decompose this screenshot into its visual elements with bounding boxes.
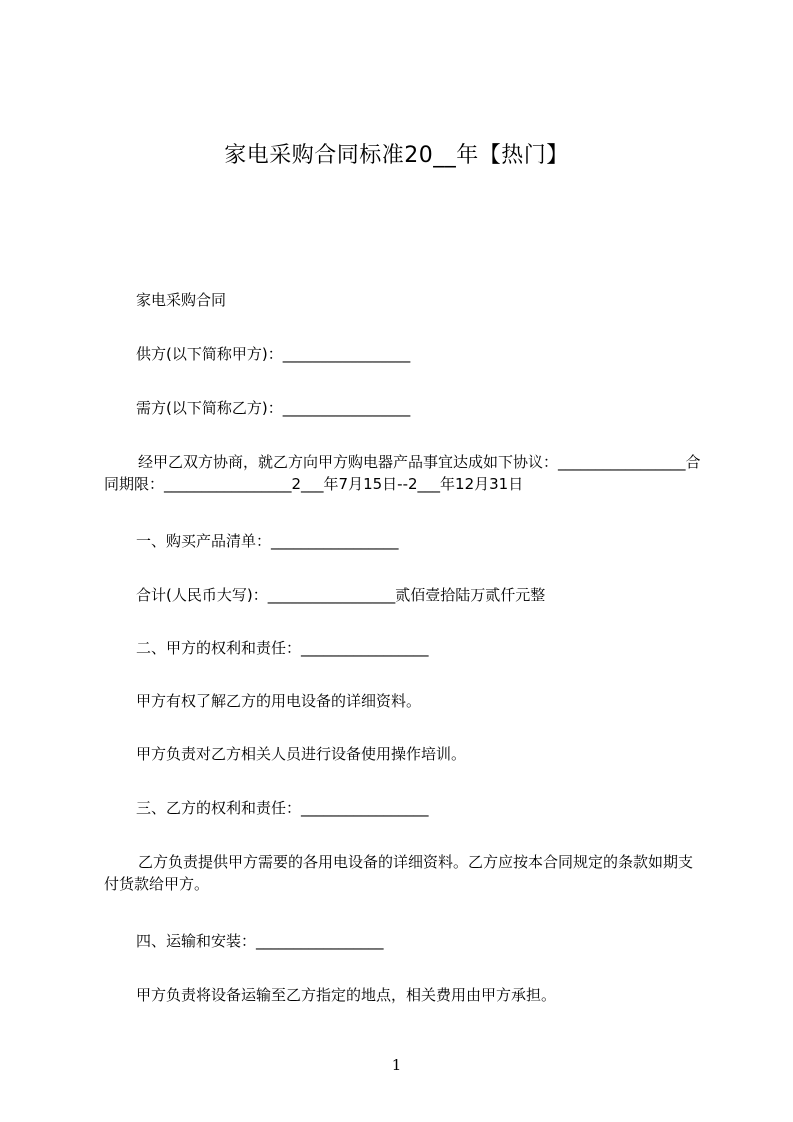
section-heading-party-b-rights: 三、乙方的权利和责任：_________________ [136,799,429,817]
paragraph-party-a-right-2: 甲方负责对乙方相关人员进行设备使用操作培训。 [136,745,467,763]
section-heading-transport: 四、运输和安装：_________________ [136,932,384,950]
paragraph-agreement-term: 经甲乙双方协商，就乙方向甲方购电器产品事宜达成如下协议：_________________合同期限：_________________2___年7月15日--2___年12月31日 [104,453,701,493]
paragraph-party-b-duty: 乙方负责提供甲方需要的各用电设备的详细资料。乙方应按本合同规定的条款如期支付货款给甲方。 [104,853,694,893]
section-heading-party-a-rights: 二、甲方的权利和责任：_________________ [136,639,429,657]
section-heading-product-list: 一、购买产品清单：_________________ [136,532,399,550]
page-number: 1 [391,1056,402,1074]
paragraph-supplier: 供方(以下简称甲方)：_________________ [136,345,411,363]
paragraph-transport-duty: 甲方负责将设备运输至乙方指定的地点，相关费用由甲方承担。 [136,986,557,1004]
paragraph-total-amount: 合计(人民币大写)：_________________贰佰壹拾陆万贰仟元整 [136,586,546,604]
paragraph-party-a-right-1: 甲方有权了解乙方的用电设备的详细资料。 [136,692,422,710]
paragraph-contract-name: 家电采购合同 [136,291,227,309]
page-title: 家电采购合同标准20__年【热门】 [224,143,569,168]
paragraph-buyer: 需方(以下简称乙方)：_________________ [136,399,411,417]
